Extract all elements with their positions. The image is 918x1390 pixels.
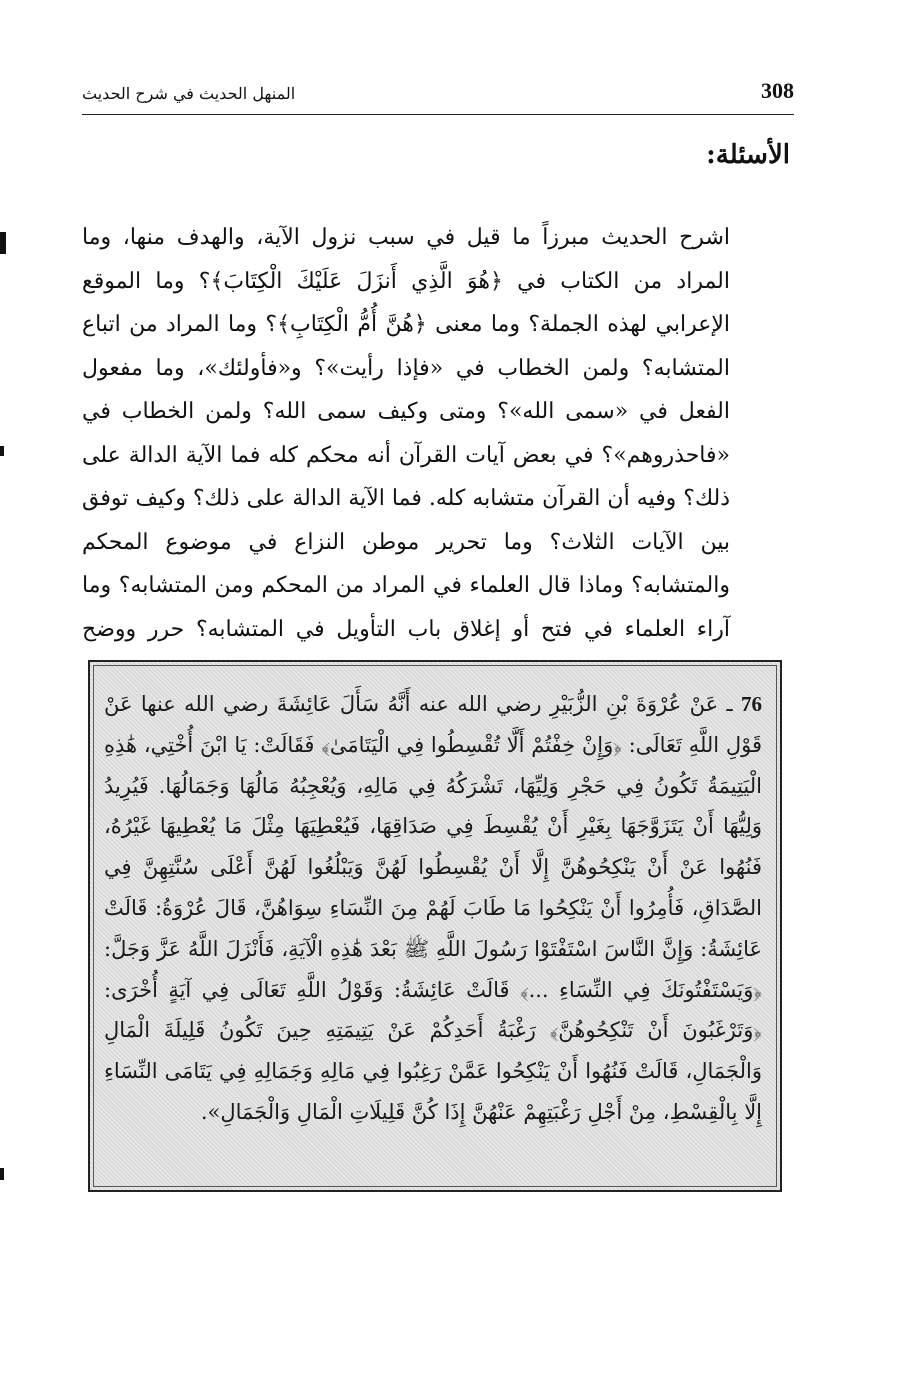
section-heading: الأسئلة:: [706, 140, 790, 170]
running-title: المنهل الحديث في شرح الحديث: [82, 84, 296, 103]
scan-edge-mark: [0, 1168, 4, 1180]
hadith-number: 76: [741, 692, 762, 716]
questions-paragraph: [82, 216, 790, 695]
questions-text: اشرح الحديث مبرزاً ما قيل في سبب نزول الآية، والهدف منها، وما المراد من الكتاب في ﴿هُوَ الَّذِي أَنزَلَ عَلَيْكَ الْكِتَابَ﴾؟ وما الموقع الإعرابي لهذه الجملة؟ وما معنى ﴿هُنَّ أُمُّ الْكِتَابِ﴾؟ وما المراد من اتباع المتشابه؟ ولمن الخطاب في «فإذا رأيت»؟ و«فأولئك»، وما مفعول الفعل في «سمى الله»؟ ومتى وكيف سمى الله؟ ولمن الخطاب في «فاحذروهم»؟ في بعض آيات القرآن أنه محكم كله فما الآية الدالة على ذلك؟ وفيه أن القرآن متشابه كله. فما الآية الدالة على ذلك؟ وكيف توفق بين الآيات الثلاث؟ وما تحرير موطن النزاع في موضوع المحكم والمتشابه؟ وماذا قال العلماء في المراد من المحكم ومن المتشابه؟ وما آراء العلماء في فتح أو إغلاق باب التأويل في المتشابه؟ حرر ووضح: [82, 225, 730, 642]
page-header: [82, 74, 794, 115]
page-number: 308: [761, 78, 794, 103]
hadith-body: ـ عَنْ عُرْوَةَ بْنِ الزُّبَيْرِ رضي الله عنه أَنَّهُ سَأَلَ عَائِشَةَ رضي الله عنها عَنْ قَوْلِ اللَّهِ تَعَالَى: ﴿وَإِنْ خِفْتُمْ أَلَّا تُقْسِطُوا فِي الْيَتَامَىٰ﴾ فَقَالَتْ: يَا ابْنَ أُخْتِي، هَٰذِهِ الْيَتِيمَةُ تَكُونُ فِي حَجْرِ وَلِيِّهَا، تَشْرَكُهُ فِي مَالِهِ، وَيُعْجِبُهُ مَالُهَا وَجَمَالُهَا. فَيُرِيدُ وَلِيُّهَا أَنْ يَتَزَوَّجَهَا بِغَيْرِ أَنْ يُقْسِطَ فِي صَدَاقِهَا، فَيُعْطِيَهَا مِثْلَ مَا يُعْطِيهَا غَيْرُهُ، فَنُهُوا عَنْ أَنْ يَنْكِحُوهُنَّ إِلَّا أَنْ يُقْسِطُوا لَهُنَّ وَيَبْلُغُوا لَهُنَّ أَعْلَى سُنَّتِهِنَّ فِي الصَّدَاقِ، فَأُمِرُوا أَنْ يَنْكِحُوا مَا طَابَ لَهُمْ مِنَ النِّسَاءِ سِوَاهُنَّ، قَالَ عُرْوَةُ: قَالَتْ عَائِشَةُ: وَإِنَّ النَّاسَ اسْتَفْتَوْا رَسُولَ اللَّهِ ﷺ بَعْدَ هَٰذِهِ الْآيَةِ، فَأَنْزَلَ اللَّهُ عَزَّ وَجَلَّ: ﴿وَيَسْتَفْتُونَكَ فِي النِّسَاءِ ...﴾ قَالَتْ عَائِشَةُ: وَقَوْلُ اللَّهِ تَعَالَى فِي آيَةٍ أُخْرَى: ﴿وَتَرْغَبُونَ أَنْ تَنْكِحُوهُنَّ﴾ رَغْبَةُ أَحَدِكُمْ عَنْ يَتِيمَتِهِ حِينَ تَكُونُ قَلِيلَةَ الْمَالِ وَالْجَمَالِ، قَالَتْ فَنُهُوا أَنْ يَنْكِحُوا عَمَّنْ رَغِبُوا فِي مَالِهِ وَجَمَالِهِ فِي يَتَامَى النِّسَاءِ إِلَّا بِالْقِسْطِ، مِنْ أَجْلِ رَغْبَتِهِمْ عَنْهُنَّ إِذَا كُنَّ قَلِيلَاتِ الْمَالِ وَالْجَمَالِ».: [104, 692, 762, 1124]
hadith-box: [88, 660, 782, 1192]
scan-edge-mark: [0, 232, 6, 254]
scan-edge-mark: [0, 446, 4, 456]
hadith-text: [104, 684, 762, 1133]
